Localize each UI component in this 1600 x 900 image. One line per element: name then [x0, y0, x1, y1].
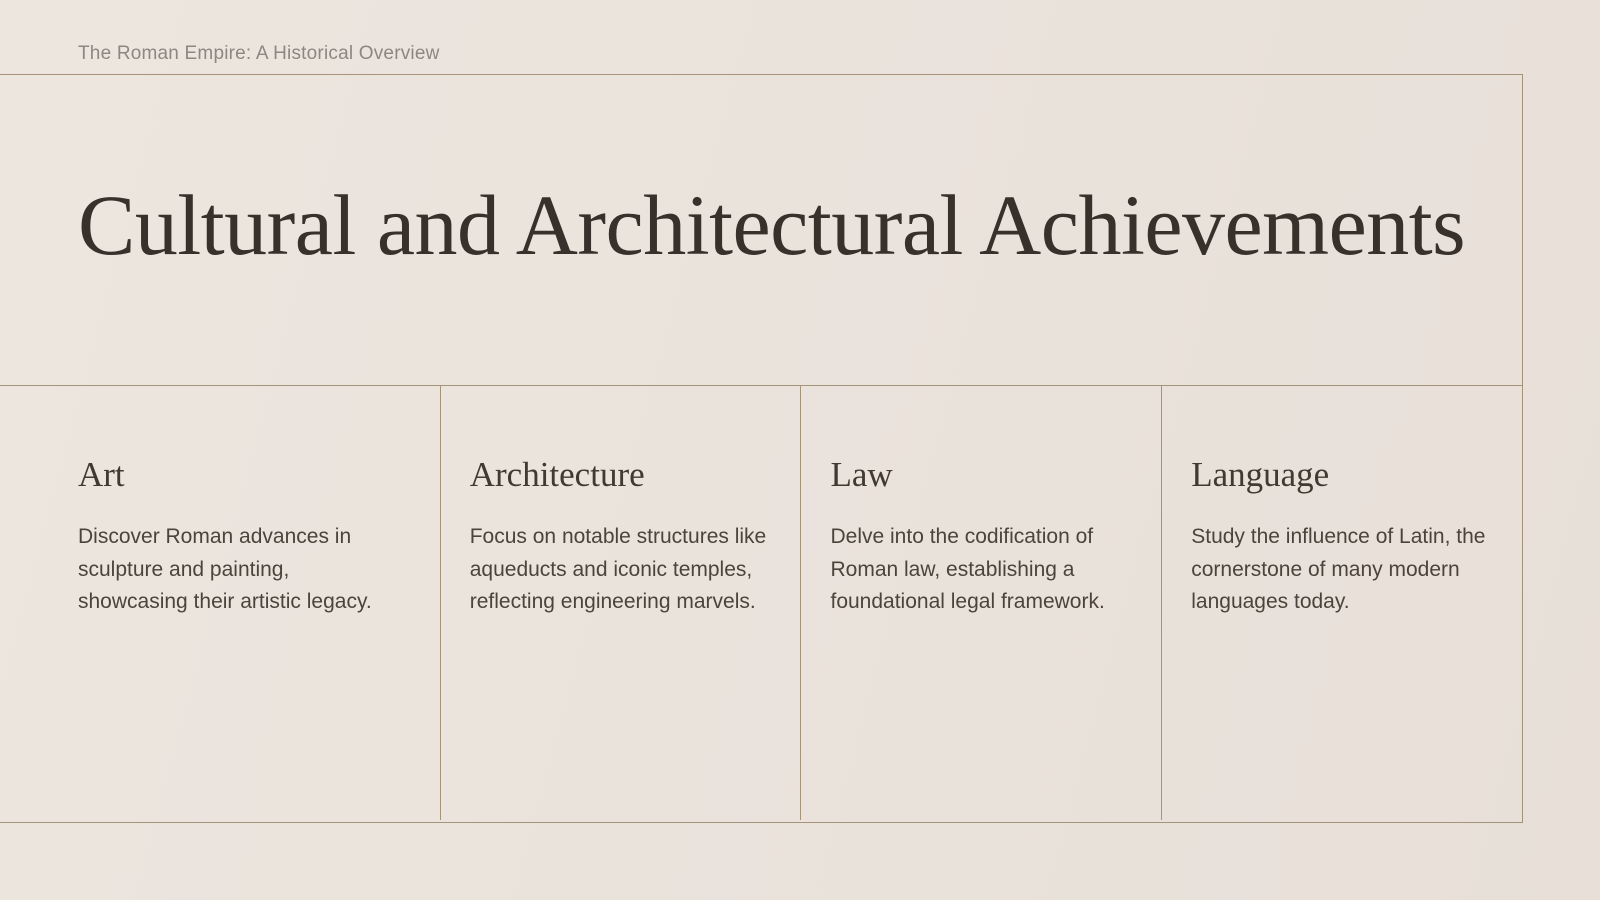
presentation-title: The Roman Empire: A Historical Overview	[78, 43, 440, 64]
topic-description-line: Discover Roman advances in	[78, 525, 352, 548]
topic-column-art	[0, 386, 440, 820]
topic-description	[470, 521, 791, 619]
topic-heading: Language	[1191, 455, 1330, 494]
topic-description	[1191, 521, 1512, 619]
topic-description-line: Study the influence of Latin, the	[1191, 525, 1486, 548]
topic-description-line: aqueducts and iconic temples,	[469, 557, 753, 581]
topic-description-line: sculpture and painting,	[78, 557, 290, 581]
topic-description-line: reflecting engineering marvels.	[469, 590, 756, 613]
title-area	[0, 75, 1522, 386]
topic-description	[830, 521, 1151, 619]
topic-description-line: Roman law, establishing a	[830, 557, 1075, 581]
topic-column-law	[800, 386, 1161, 820]
slide-frame	[0, 74, 1523, 823]
topic-column-architecture	[440, 386, 801, 820]
topic-heading: Law	[830, 455, 893, 494]
topic-heading: Architecture	[469, 455, 645, 494]
topic-description-line: Focus on notable structures like	[469, 525, 767, 548]
topic-description	[78, 521, 430, 619]
topic-description-line: languages today.	[1191, 590, 1350, 613]
topic-description-line: cornerstone of many modern	[1191, 557, 1460, 581]
topic-description-line: showcasing their artistic legacy.	[78, 590, 372, 613]
slide-title: Cultural and Architectural Achievements	[78, 177, 1466, 273]
topic-description-line: foundational legal framework.	[830, 590, 1105, 613]
topic-heading: Art	[78, 455, 125, 494]
topic-column-language	[1161, 386, 1522, 820]
topic-description-line: Delve into the codification of	[830, 525, 1094, 548]
topics-grid	[0, 386, 1522, 820]
